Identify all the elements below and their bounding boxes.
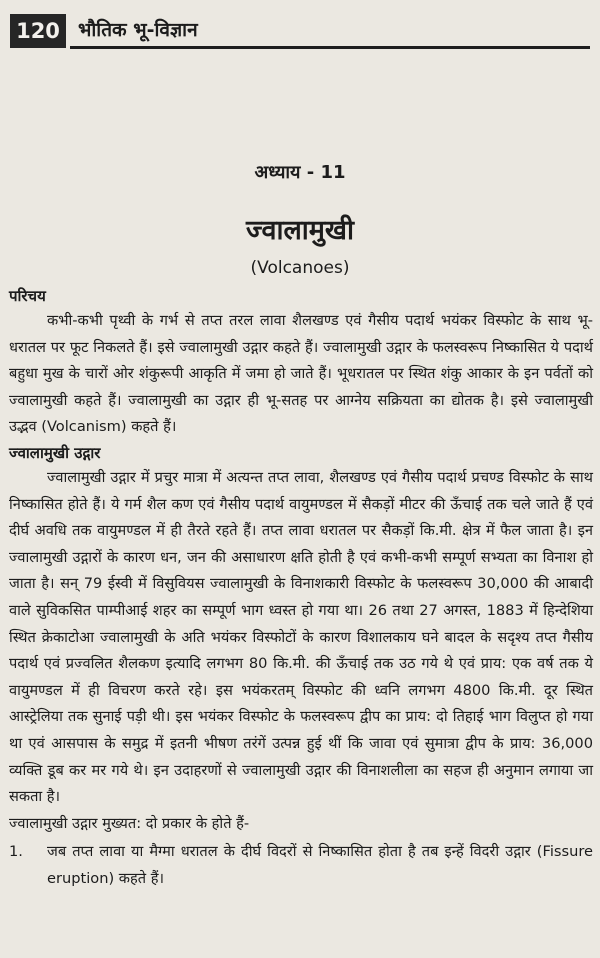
page-number: 120 bbox=[10, 14, 66, 48]
chapter-label: अध्याय - 11 bbox=[254, 162, 346, 183]
intro-paragraph: कभी-कभी पृथ्वी के गर्भ से तप्त तरल लावा शैलखण्ड एवं गैसीय पदार्थ भयंकर विस्फोट के साथ भू-धरातल पर फूट निकलते हैं। इसे ज्वालामुखी उद्गार कहते हैं। ज्वालामुखी उद्गार के फलस्वरूप निष्कासित ये पदार्थ बहुधा मुख के चारों ओर शंकुरूपी आकृति में जमा हो जाते हैं। भूधरातल पर स्थित शंकु आकार के इन पर्वतों को ज्वालामुखी कहते हैं। ज्वालामुखी का उद्गार ही भू-सतह पर आग्नेय सक्रियता का द्योतक है। इसे ज्वालामुखी उद्भव (Volcanism) कहते हैं। bbox=[9, 312, 593, 436]
list-item-number: 1. bbox=[9, 843, 23, 861]
body-text bbox=[9, 284, 593, 892]
page-header bbox=[10, 14, 590, 50]
types-intro: ज्वालामुखी उद्गार मुख्यत: दो प्रकार के होते हैं- bbox=[9, 814, 250, 832]
header-rule bbox=[70, 46, 590, 49]
eruption-heading: ज्वालामुखी उद्गार bbox=[9, 443, 101, 462]
list-item bbox=[9, 839, 593, 892]
chapter-title: ज्वालामुखी bbox=[246, 215, 354, 246]
book-title: भौतिक भू-विज्ञान bbox=[78, 19, 198, 41]
chapter-subtitle: (Volcanoes) bbox=[250, 258, 350, 278]
eruption-paragraph: ज्वालामुखी उद्गार में प्रचुर मात्रा में अत्यन्त तप्त लावा, शैलखण्ड एवं गैसीय पदार्थ प्रचण्ड विस्फोट के साथ निष्कासित होते हैं। ये गर्म शैल कण एवं गैसीय पदार्थ वायुमण्डल में सैकड़ों मीटर की ऊँचाई तक चले जाते हैं एवं दीर्घ अवधि तक वायुमण्डल में ही तैरते रहते हैं। तप्त लावा धरातल पर सैकड़ों कि.मी. क्षेत्र में फैल जाता है। इन ज्वालामुखी उद्गारों के कारण धन, जन की असाधारण क्षति होती है एवं कभी-कभी सम्पूर्ण सभ्यता का विनाश हो जाता है। सन् 79 ईस्वी में विसुवियस ज्वालामुखी के विनाशकारी विस्फोट के फलस्वरूप 30,000 की आबादी वाले सुविकसित पाम्पीआई शहर का सम्पूर्ण भाग ध्वस्त हो गया था। 26 तथा 27 अगस्त, 1883 में हिन्देशिया स्थित क्रेकाटोआ ज्वालामुखी के अति भयंकर विस्फोटों के कारण विशालकाय घने बादल के सदृश्य तप्त गैसीय पदार्थ एवं प्रज्वलित शैलकण इत्यादि लगभग 80 कि.मी. की ऊँचाई तक उठ गये थे एवं प्राय: एक वर्ष तक ये वायुमण्डल में ही विचरण करते रहे। इस भयंकरतम् विस्फोट की ध्वनि लगभग 4800 कि.मी. दूर स्थित आस्ट्रेलिया तक सुनाई पड़ी थी। इस भयंकर विस्फोट के फलस्वरूप द्वीप का प्राय: दो तिहाई भाग विलुप्त हो गया था एवं आसपास के समुद्र में इतनी भीषण तरंगें उत्पन्न हुई थीं कि जावा एवं सुमात्रा द्वीप के प्राय: 36,000 व्यक्ति डूब कर मर गये थे। इन उदाहरणों से ज्वालामुखी उद्गार की विनाशलीला का सहज ही अनुमान लगाया जा सकता है। bbox=[9, 468, 593, 806]
intro-heading: परिचय bbox=[9, 287, 46, 305]
list-item-text: जब तप्त लावा या मैग्मा धरातल के दीर्घ विदरों से निष्कासित होता है तब इन्हें विदरी उद्गार (Fissure eruption) कहते हैं। bbox=[47, 843, 593, 887]
